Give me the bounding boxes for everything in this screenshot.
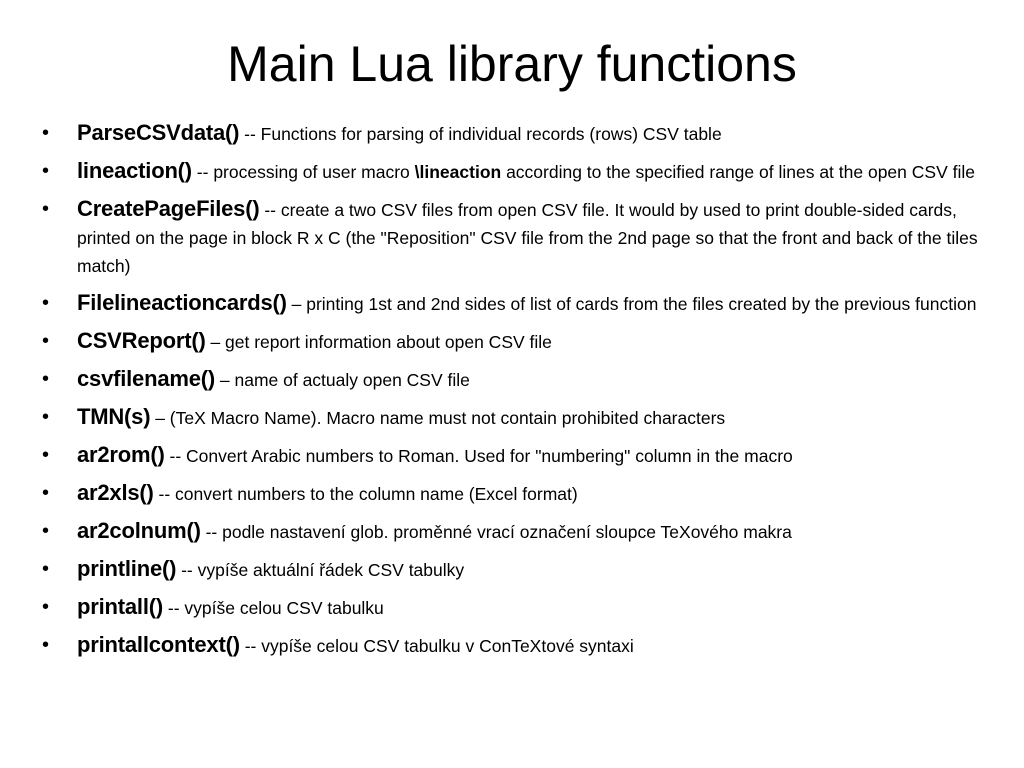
function-description: – printing 1st and 2nd sides of list of cards from the files created by the previous function	[286, 294, 977, 314]
bullet-icon: •	[42, 406, 50, 428]
bullet-icon: •	[42, 634, 50, 656]
function-description: -- convert numbers to the column name (Excel format)	[153, 484, 578, 504]
bullet-icon: •	[42, 482, 50, 504]
function-description: -- podle nastavení glob. proměnné vrací označení sloupce TeXového makra	[200, 522, 792, 542]
bullet-icon: •	[42, 160, 50, 182]
list-item	[40, 365, 994, 394]
function-name: lineaction()	[77, 158, 192, 183]
function-name: CreatePageFiles()	[77, 196, 260, 221]
function-name: ar2rom()	[77, 442, 165, 467]
bullet-icon: •	[42, 368, 50, 390]
function-description: – get report information about open CSV file	[205, 332, 552, 352]
list-item	[40, 195, 994, 280]
function-description: -- processing of user macro	[191, 162, 415, 182]
bullet-icon: •	[42, 444, 50, 466]
list-item	[40, 631, 994, 660]
list-item	[40, 441, 994, 470]
list-item	[40, 289, 994, 318]
function-name: Filelineactioncards()	[77, 290, 287, 315]
function-list	[40, 119, 994, 669]
function-name: printallcontext()	[77, 632, 240, 657]
list-item	[40, 517, 994, 546]
bullet-icon: •	[42, 198, 50, 220]
slide-title: Main Lua library functions	[227, 36, 797, 92]
list-item	[40, 403, 994, 432]
function-name: ar2colnum()	[77, 518, 201, 543]
bullet-icon: •	[42, 596, 50, 618]
function-description: according to the specified range of lines at the open CSV file	[501, 162, 975, 182]
function-description: -- vypíše celou CSV tabulku	[163, 598, 384, 618]
function-description: – (TeX Macro Name). Macro name must not contain prohibited characters	[150, 408, 726, 428]
function-name: ar2xls()	[77, 480, 154, 505]
function-name: csvfilename()	[77, 366, 216, 391]
bullet-icon: •	[42, 122, 50, 144]
function-description: -- create a two CSV files from open CSV file. It would by used to print double-sided cards, printed on the page in block R x C (the "Reposition" CSV file from the 2nd page so that the front and back of the tiles match)	[77, 200, 978, 276]
list-item	[40, 327, 994, 356]
list-item	[40, 555, 994, 584]
list-item	[40, 119, 994, 148]
function-description: -- vypíše aktuální řádek CSV tabulky	[176, 560, 465, 580]
function-name: printall()	[77, 594, 163, 619]
list-item	[40, 479, 994, 508]
bullet-icon: •	[42, 520, 50, 542]
bullet-icon: •	[42, 292, 50, 314]
bullet-icon: •	[42, 558, 50, 580]
function-name: printline()	[77, 556, 177, 581]
bullet-icon: •	[42, 330, 50, 352]
function-description: -- Convert Arabic numbers to Roman. Used for "numbering" column in the macro	[164, 446, 793, 466]
function-name: TMN(s)	[77, 404, 151, 429]
function-description: – name of actualy open CSV file	[215, 370, 470, 390]
list-item	[40, 157, 994, 186]
function-name: CSVReport()	[77, 328, 206, 353]
macro-keyword: \lineaction	[414, 162, 502, 182]
function-description: -- Functions for parsing of individual records (rows) CSV table	[239, 124, 722, 144]
function-name: ParseCSVdata()	[77, 120, 240, 145]
list-item	[40, 593, 994, 622]
function-description: -- vypíše celou CSV tabulku v ConTeXtové syntaxi	[239, 636, 634, 656]
